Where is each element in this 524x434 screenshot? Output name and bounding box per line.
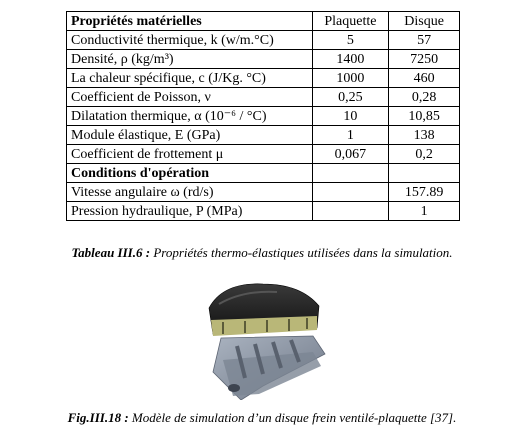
- brake-disc-pad-model-image: [193, 276, 331, 400]
- row-label: Dilatation thermique, α (10⁻⁶ / °C): [67, 107, 313, 126]
- table-row: [67, 126, 460, 145]
- table-caption-prefix: Tableau III.6 :: [71, 245, 151, 260]
- row-value-disque: 1: [389, 202, 460, 221]
- row-value-plaquette: 1000: [312, 69, 389, 88]
- header-disque: Disque: [389, 12, 460, 31]
- table-caption-text: Propriétés thermo-élastiques utilisées dans la simulation.: [153, 245, 453, 260]
- row-label: Coefficient de Poisson, ν: [67, 88, 313, 107]
- table-row: [67, 145, 460, 164]
- table-row: [67, 107, 460, 126]
- section-empty-cell: [312, 164, 389, 183]
- row-value-plaquette: 0,067: [312, 145, 389, 164]
- row-value-plaquette: 5: [312, 31, 389, 50]
- row-label: Module élastique, E (GPa): [67, 126, 313, 145]
- table-row: [67, 88, 460, 107]
- header-plaquette: Plaquette: [312, 12, 389, 31]
- table-header-row: [67, 12, 460, 31]
- section-row: [67, 164, 460, 183]
- row-value-disque: 0,2: [389, 145, 460, 164]
- row-value-plaquette: 1400: [312, 50, 389, 69]
- row-label: Conductivité thermique, k (w/m.°C): [67, 31, 313, 50]
- table-row: [67, 31, 460, 50]
- header-properties: Propriétés matérielles: [67, 12, 313, 31]
- row-value-disque: 10,85: [389, 107, 460, 126]
- row-value-disque: 7250: [389, 50, 460, 69]
- row-value-plaquette: 0,25: [312, 88, 389, 107]
- section-label: Conditions d'opération: [67, 164, 313, 183]
- row-value-plaquette: [312, 202, 389, 221]
- row-value-disque: 460: [389, 69, 460, 88]
- row-value-disque: 138: [389, 126, 460, 145]
- brake-model-illustration: [193, 276, 331, 400]
- row-label: La chaleur spécifique, c (J/Kg. °C): [67, 69, 313, 88]
- row-label: Pression hydraulique, P (MPa): [67, 202, 313, 221]
- figure-caption-text: Modèle de simulation d’un disque frein ventilé-plaquette [37].: [131, 410, 457, 425]
- row-label: Coefficient de frottement μ: [67, 145, 313, 164]
- row-value-disque: 0,28: [389, 88, 460, 107]
- row-value-disque: 157.89: [389, 183, 460, 202]
- row-label: Densité, ρ (kg/m³): [67, 50, 313, 69]
- section-empty-cell: [389, 164, 460, 183]
- table-row: [67, 202, 460, 221]
- figure-caption: [0, 410, 524, 426]
- table-row: [67, 69, 460, 88]
- table-caption: [0, 245, 524, 261]
- figure-caption-prefix: Fig.III.18 :: [67, 410, 129, 425]
- row-value-plaquette: 1: [312, 126, 389, 145]
- properties-table: [66, 11, 460, 221]
- row-label: Vitesse angulaire ω (rd/s): [67, 183, 313, 202]
- table-row: [67, 50, 460, 69]
- table-row: [67, 183, 460, 202]
- row-value-plaquette: 10: [312, 107, 389, 126]
- row-value-plaquette: [312, 183, 389, 202]
- row-value-disque: 57: [389, 31, 460, 50]
